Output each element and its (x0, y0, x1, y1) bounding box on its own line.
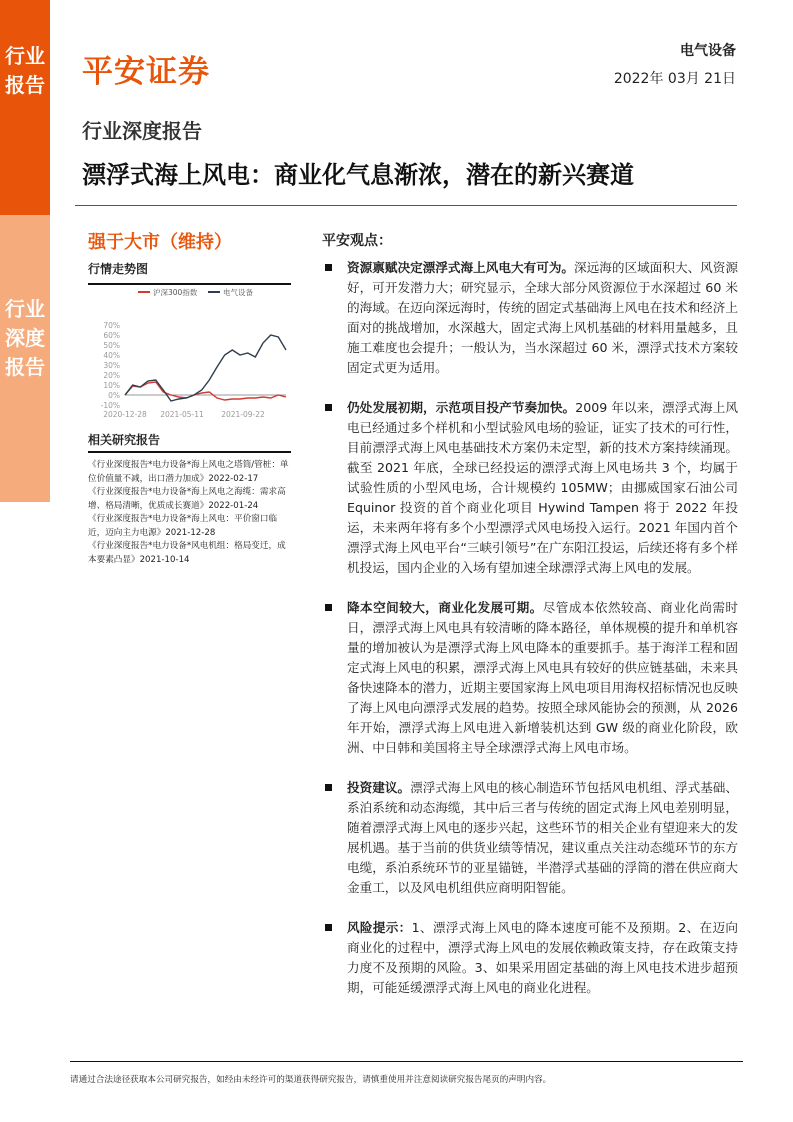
series-line-electrical-equipment (125, 335, 286, 401)
report-date: 2022年 03月 21日 (613, 71, 736, 87)
sector-label: 电气设备 (680, 43, 736, 59)
key-point-text: 漂浮式海上风电的核心制造环节包括风电机组、浮式基础、系泊系统和动态海缆，其中后三者与传统的固定式海上风电差别明显，随着漂浮式海上风电的逐步兴起，这些环节的相关企业有望迎来大的发展机遇。基于当前的供货业绩等情况，建议重点关注动态缆环节的东方电缆，系泊系统环节的亚星锚链，半潜浮式基础的浮筒的潜在供应商大金重工，以及风电机组供应商明阳智能。 (347, 780, 739, 895)
y-tick-label: 60% (103, 331, 120, 340)
bullet-square-icon (325, 924, 332, 931)
footer-disclaimer: 请通过合法途径获取本公司研究报告，如经由未经许可的渠道获得研究报告，请慎重使用并注意阅读研究报告尾页的声明内容。 (70, 1075, 552, 1085)
key-point (322, 918, 738, 998)
chart-heading: 行情走势图 (88, 262, 149, 276)
bullet-square-icon (325, 604, 332, 611)
x-tick-label: 2020-12-28 (103, 410, 147, 419)
footer-divider (70, 1061, 743, 1062)
legend-label: 沪深300指数 (153, 288, 198, 297)
sidebar-top-label: 行业报告 (5, 44, 45, 97)
rating: 强于大市（维持） (88, 232, 232, 253)
bullet-square-icon (325, 784, 332, 791)
sidebar-tab-industry-deep-report (0, 215, 50, 502)
related-report-item[interactable]: 《行业深度报告*电力设备*海上风电之塔筒/管桩：单位价值量不减，出口潜力加成》2022-02-17 (88, 460, 289, 484)
bullet-square-icon (325, 264, 332, 271)
key-point-text: 深远海的区域面积大、风资源好，可开发潜力大；研究显示，全球大部分风资源位于水深超过 60 米的海域。在迈向深远海时，传统的固定式基础海上风电在技术和经济上面对的挑战增加，水深越大，固定式海上风机基础的材料用量越多，且施工难度也会提升；一般认为，当水深超过 60 米，漂浮式技术方案较固定式更为适用。 (347, 260, 739, 375)
related-report-item[interactable]: 《行业深度报告*电力设备*风电机组：格局变迁，成本要素凸显》2021-10-14 (88, 541, 286, 565)
x-tick-label: 2021-09-22 (221, 410, 265, 419)
y-tick-label: -10% (100, 401, 120, 410)
sidebar-tab-industry-report (0, 0, 50, 215)
y-tick-label: 50% (103, 341, 120, 350)
related-report-item[interactable]: 《行业深度报告*电力设备*海上风电：平价窗口临近，迈向主力电源》2021-12-28 (88, 514, 278, 538)
key-point-lead: 风险提示： (347, 920, 412, 935)
report-type: 行业深度报告 (82, 119, 202, 143)
related-heading: 相关研究报告 (88, 433, 161, 447)
y-tick-label: 40% (103, 351, 120, 360)
page-title: 漂浮式海上风电：商业化气息渐浓，潜在的新兴赛道 (82, 161, 634, 189)
key-point-text: 2009 年以来，漂浮式海上风电已经通过多个样机和小型试验风电场的验证，证实了技术的可行性，目前漂浮式海上风电基础技术方案仍未定型，新的技术方案持续涌现。截至 2021 年底，全球已经投运的漂浮式海上风电场共 3 个，均属于试验性质的小型风电场，合计规模约 105MW；由挪威国家石油公司 Equinor 投资的首个商业化项目 Hywind Tampen 将于 2022 年投运，未来两年将有多个小型漂浮式风电场投入运行。2021 年国内首个漂浮式海上风电平台“三峡引领号”在广东阳江投运，后续还将有多个样机投运，国内企业的入场有望加速全球漂浮式海上风电的发展。 (347, 400, 739, 575)
key-point (322, 778, 738, 898)
x-tick-label: 2021-05-11 (160, 410, 204, 419)
y-tick-label: 20% (103, 371, 120, 380)
related-heading-divider (88, 451, 291, 453)
key-point-text: 尽管成本依然较高、商业化尚需时日，漂浮式海上风电具有较清晰的降本路径，单体规模的提升和单机容量的增加被认为是漂浮式海上风电降本的重要抓手。基于海洋工程和固定式海上风电的积累，漂浮式海上风电具有较好的供应链基础，未来具备快速降本的潜力，近期主要国家海上风电项目用海权招标情况也反映了海上风电向漂浮式发展的趋势。按照全球风能协会的预测，从 2026 年开始，漂浮式海上风电进入新增装机达到 GW 级的商业化阶段，欧洲、中日韩和美国将主导全球漂浮式海上风电市场。 (347, 600, 739, 755)
y-tick-label: 0% (108, 391, 120, 400)
header-divider (75, 205, 737, 206)
key-point-text: 1、漂浮式海上风电的降本速度可能不及预期。2、在迈向商业化的过程中，漂浮式海上风电的发展依赖政策支持，存在政策支持力度不及预期的风险。3、如果采用固定基础的海上风电技术进步超预期，可能延缓漂浮式海上风电的商业化进程。 (347, 920, 738, 995)
y-tick-label: 70% (103, 321, 120, 330)
key-point-lead: 投资建议。 (347, 780, 411, 795)
key-point (322, 398, 738, 578)
y-tick-label: 10% (103, 381, 120, 390)
view-heading: 平安观点： (322, 233, 392, 249)
market-trend-chart (88, 285, 293, 420)
key-point (322, 258, 738, 378)
key-point-lead: 资源禀赋决定漂浮式海上风电大有可为。 (347, 260, 575, 275)
legend-label: 电气设备 (223, 288, 253, 297)
company-logo: 平安证券 (82, 54, 210, 90)
bullet-square-icon (325, 404, 332, 411)
related-report-item[interactable]: 《行业深度报告*电力设备*海上风电之海缆：需求高增、格局清晰，优质成长赛道》2022-01-24 (88, 487, 286, 511)
key-point-lead: 降本空间较大，商业化发展可期。 (347, 600, 543, 615)
key-points (322, 258, 738, 1018)
key-point (322, 598, 738, 758)
key-point-lead: 仍处发展初期，示范项目投产节奏加快。 (347, 400, 576, 415)
related-reports-list (88, 459, 294, 567)
y-tick-label: 30% (103, 361, 120, 370)
sidebar-bottom-label: 行业深度报告 (5, 297, 45, 379)
